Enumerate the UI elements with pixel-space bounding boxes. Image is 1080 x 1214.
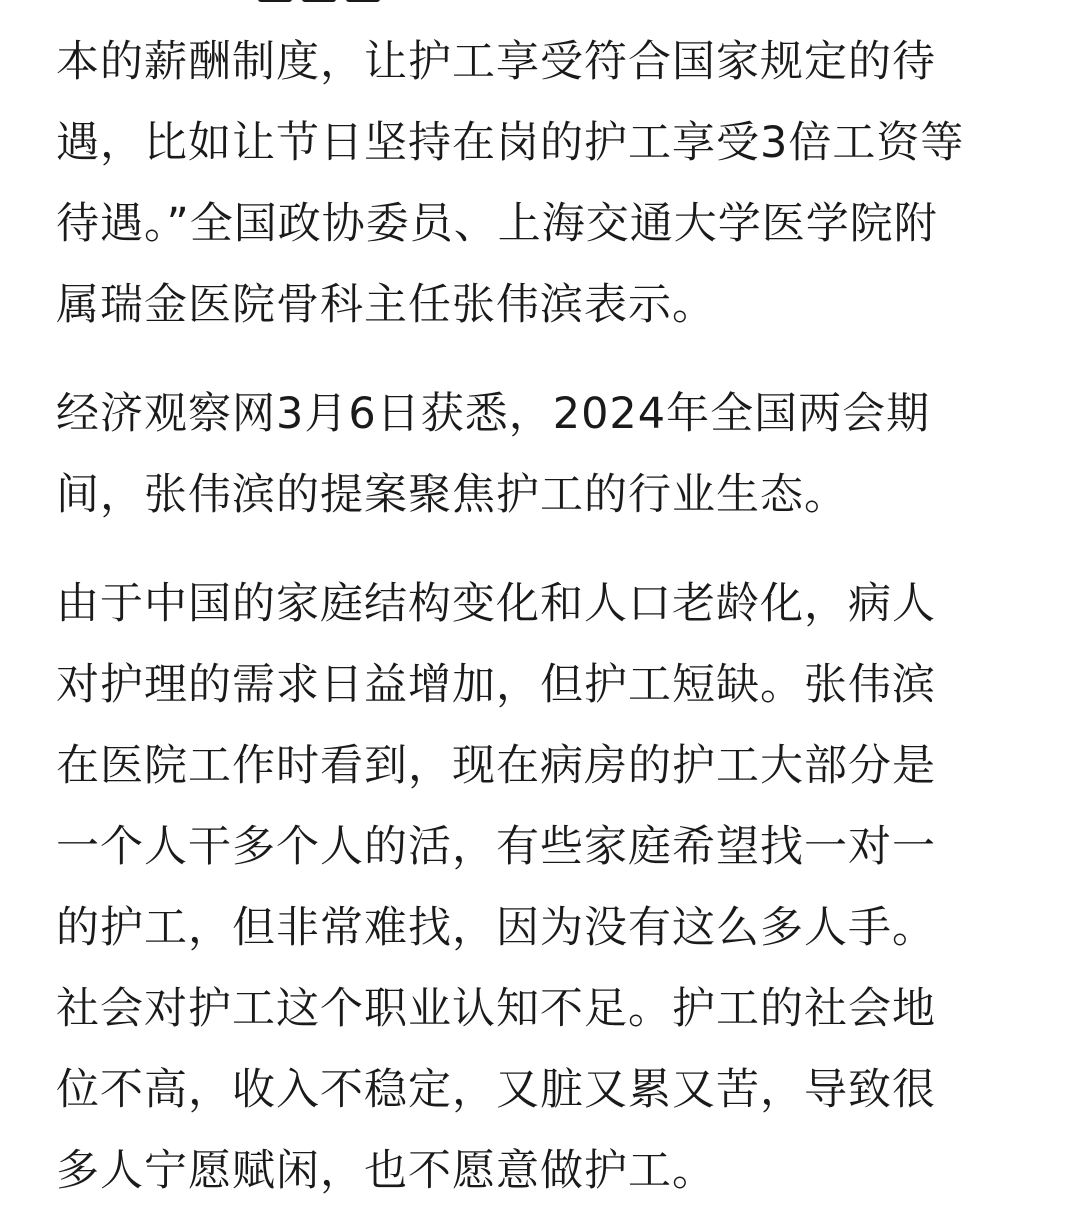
article-body <box>56 22 1026 1212</box>
cut-off-glyph-fragment <box>302 0 336 2</box>
text-line: 间，张伟滨的提案聚焦护工的行业生态。 <box>56 470 848 520</box>
text-line: 属瑞金医院骨科主任张伟滨表示。 <box>56 280 716 330</box>
cut-off-previous-line <box>0 0 1080 8</box>
text-line: 经济观察网3月6日获悉，2024年全国两会期 <box>56 389 931 439</box>
text-line: 位不高，收入不稳定，又脏又累又苦，导致很 <box>56 1065 936 1115</box>
article-paragraph-2 <box>56 374 1026 536</box>
text-line: 由于中国的家庭结构变化和人口老龄化，病人 <box>56 579 936 629</box>
article-paragraph-1 <box>56 22 1026 346</box>
text-line: 对护理的需求日益增加，但护工短缺。张伟滨 <box>56 660 936 710</box>
text-line: 待遇。”全国政协委员、上海交通大学医学院附 <box>56 199 938 249</box>
text-line: 遇，比如让节日坚持在岗的护工享受3倍工资等 <box>56 118 965 168</box>
article-paragraph-3 <box>56 564 1026 1212</box>
cut-off-glyph-fragment <box>346 0 380 2</box>
cut-off-glyph-fragment <box>258 0 292 2</box>
text-line: 一个人干多个人的活，有些家庭希望找一对一 <box>56 822 936 872</box>
text-line: 本的薪酬制度，让护工享受符合国家规定的待 <box>56 37 936 87</box>
text-line: 在医院工作时看到，现在病房的护工大部分是 <box>56 741 936 791</box>
text-line: 的护工，但非常难找，因为没有这么多人手。 <box>56 903 936 953</box>
text-line: 社会对护工这个职业认知不足。护工的社会地 <box>56 984 936 1034</box>
text-line: 多人宁愿赋闲，也不愿意做护工。 <box>56 1146 716 1196</box>
